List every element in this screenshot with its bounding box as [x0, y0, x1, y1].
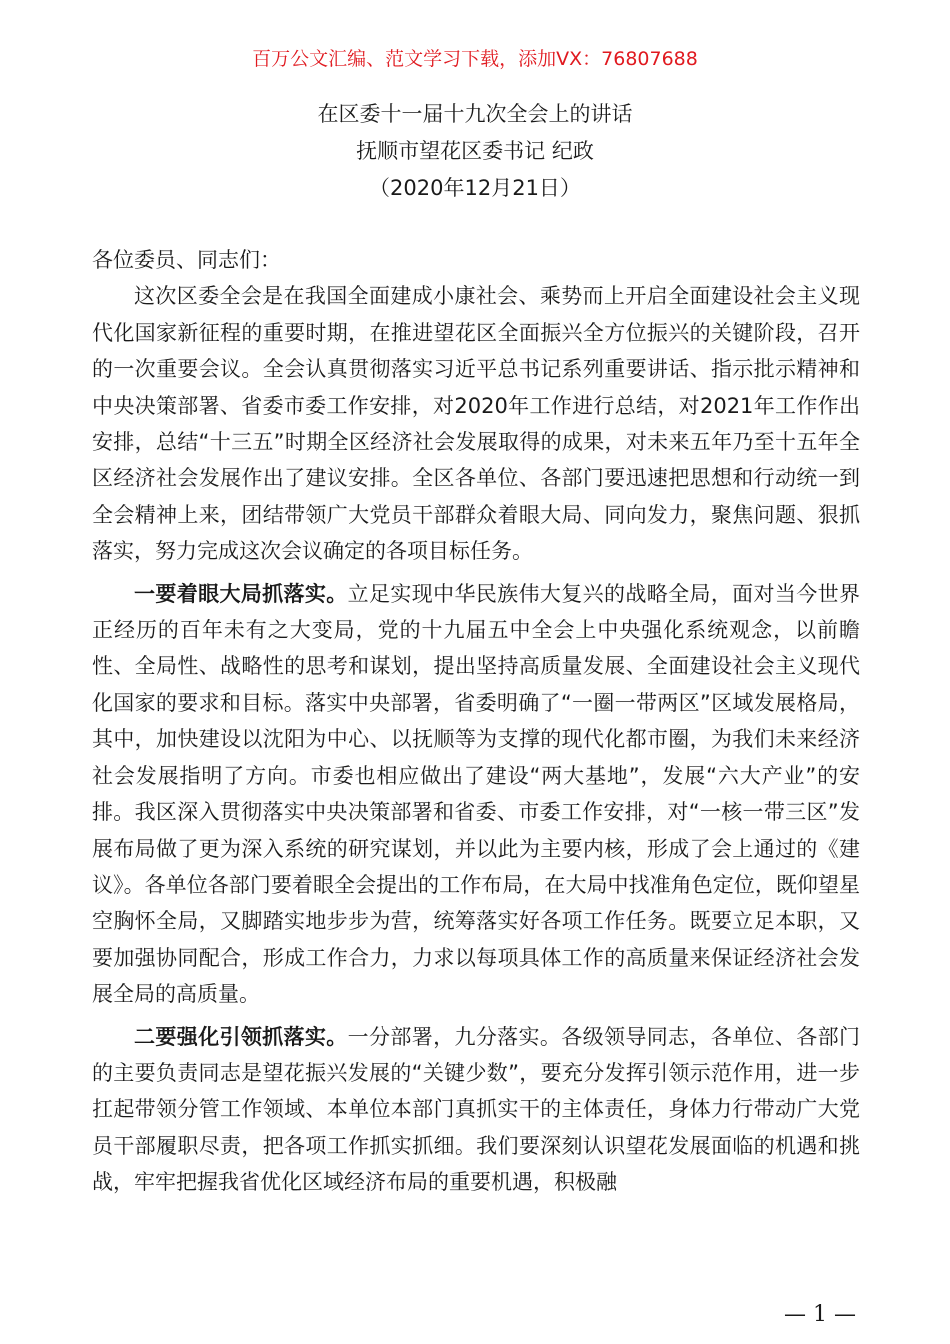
document-body: [92, 242, 860, 1201]
document-date: （2020年12月21日）: [369, 176, 581, 200]
section-one-text: 立足实现中华民族伟大复兴的战略全局，面对当今世界正经历的百年未有之大变局，党的十九届五中全会上中央强化系统观念，以前瞻性、全局性、战略性的思考和谋划，提出坚持高质量发展、全面建设社会主义现代化国家的要求和目标。落实中央部署，省委明确了“一圈一带两区”区域发展格局，其中，加快建设以沈阳为中心、以抚顺等为支撑的现代化都市圈，为我们未来经济社会发展指明了方向。市委也相应做出了建设“两大基地”，发展“六大产业”的安排。我区深入贯彻落实中央决策部署和省委、市委工作安排，对“一核一带三区”发展布局做了更为深入系统的研究谋划，并以此为主要内核，形成了会上通过的《建议》。各单位各部门要着眼全会提出的工作布局，在大局中找准角色定位，既仰望星空胸怀全局，又脚踏实地步步为营，统筹落实好各项工作任务。既要立足本职，又要加强协同配合，形成工作合力，力求以每项具体工作的高质量来保证经济社会发展全局的高质量。: [92, 581, 861, 1007]
intro-paragraph: 这次区委全会是在我国全面建成小康社会、乘势而上开启全面建设社会主义现代化国家新征程的重要时期，在推进望花区全面振兴全方位振兴的关键阶段，召开的一次重要会议。全会认真贯彻落实习近平总书记系列重要讲话、指示批示精神和中央决策部署、省委市委工作安排，对2020年工作进行总结，对2021年工作作出安排，总结“十三五”时期全区经济社会发展取得的成果，对未来五年乃至十五年全区经济社会发展作出了建议安排。全区各单位、各部门要迅速把思想和行动统一到全会精神上来，团结带领广大党员干部群众着眼大局、同向发力，聚焦问题、狠抓落实，努力完成这次会议确定的各项目标任务。: [92, 284, 860, 564]
document-title: 在区委十一届十九次全会上的讲话: [317, 102, 633, 126]
document-header: [0, 96, 950, 207]
section-two-heading: 二要强化引领抓落实。: [134, 1024, 348, 1049]
section-two-paragraph: [92, 1019, 860, 1201]
salutation: 各位委员、同志们：: [92, 248, 281, 272]
page-number: — 1 —: [784, 1302, 856, 1327]
section-one-heading: 一要着眼大局抓落实。: [134, 581, 348, 606]
section-one-paragraph: [92, 576, 860, 1013]
document-author: 抚顺市望花区委书记 纪政: [356, 139, 594, 163]
watermark-banner: 百万公文汇编、范文学习下载，添加VX：76807688: [252, 48, 698, 70]
section-two-text: 一分部署，九分落实。各级领导同志，各单位、各部门的主要负责同志是望花振兴发展的“关键少数”，要充分发挥引领示范作用，进一步扛起带领分管工作领域、本单位本部门真抓实干的主体责任，身体力行带动广大党员干部履职尽责，把各项工作抓实抓细。我们要深刻认识望花发展面临的机遇和挑战，牢牢把握我省优化区域经济布局的重要机遇，积极融: [92, 1024, 861, 1195]
